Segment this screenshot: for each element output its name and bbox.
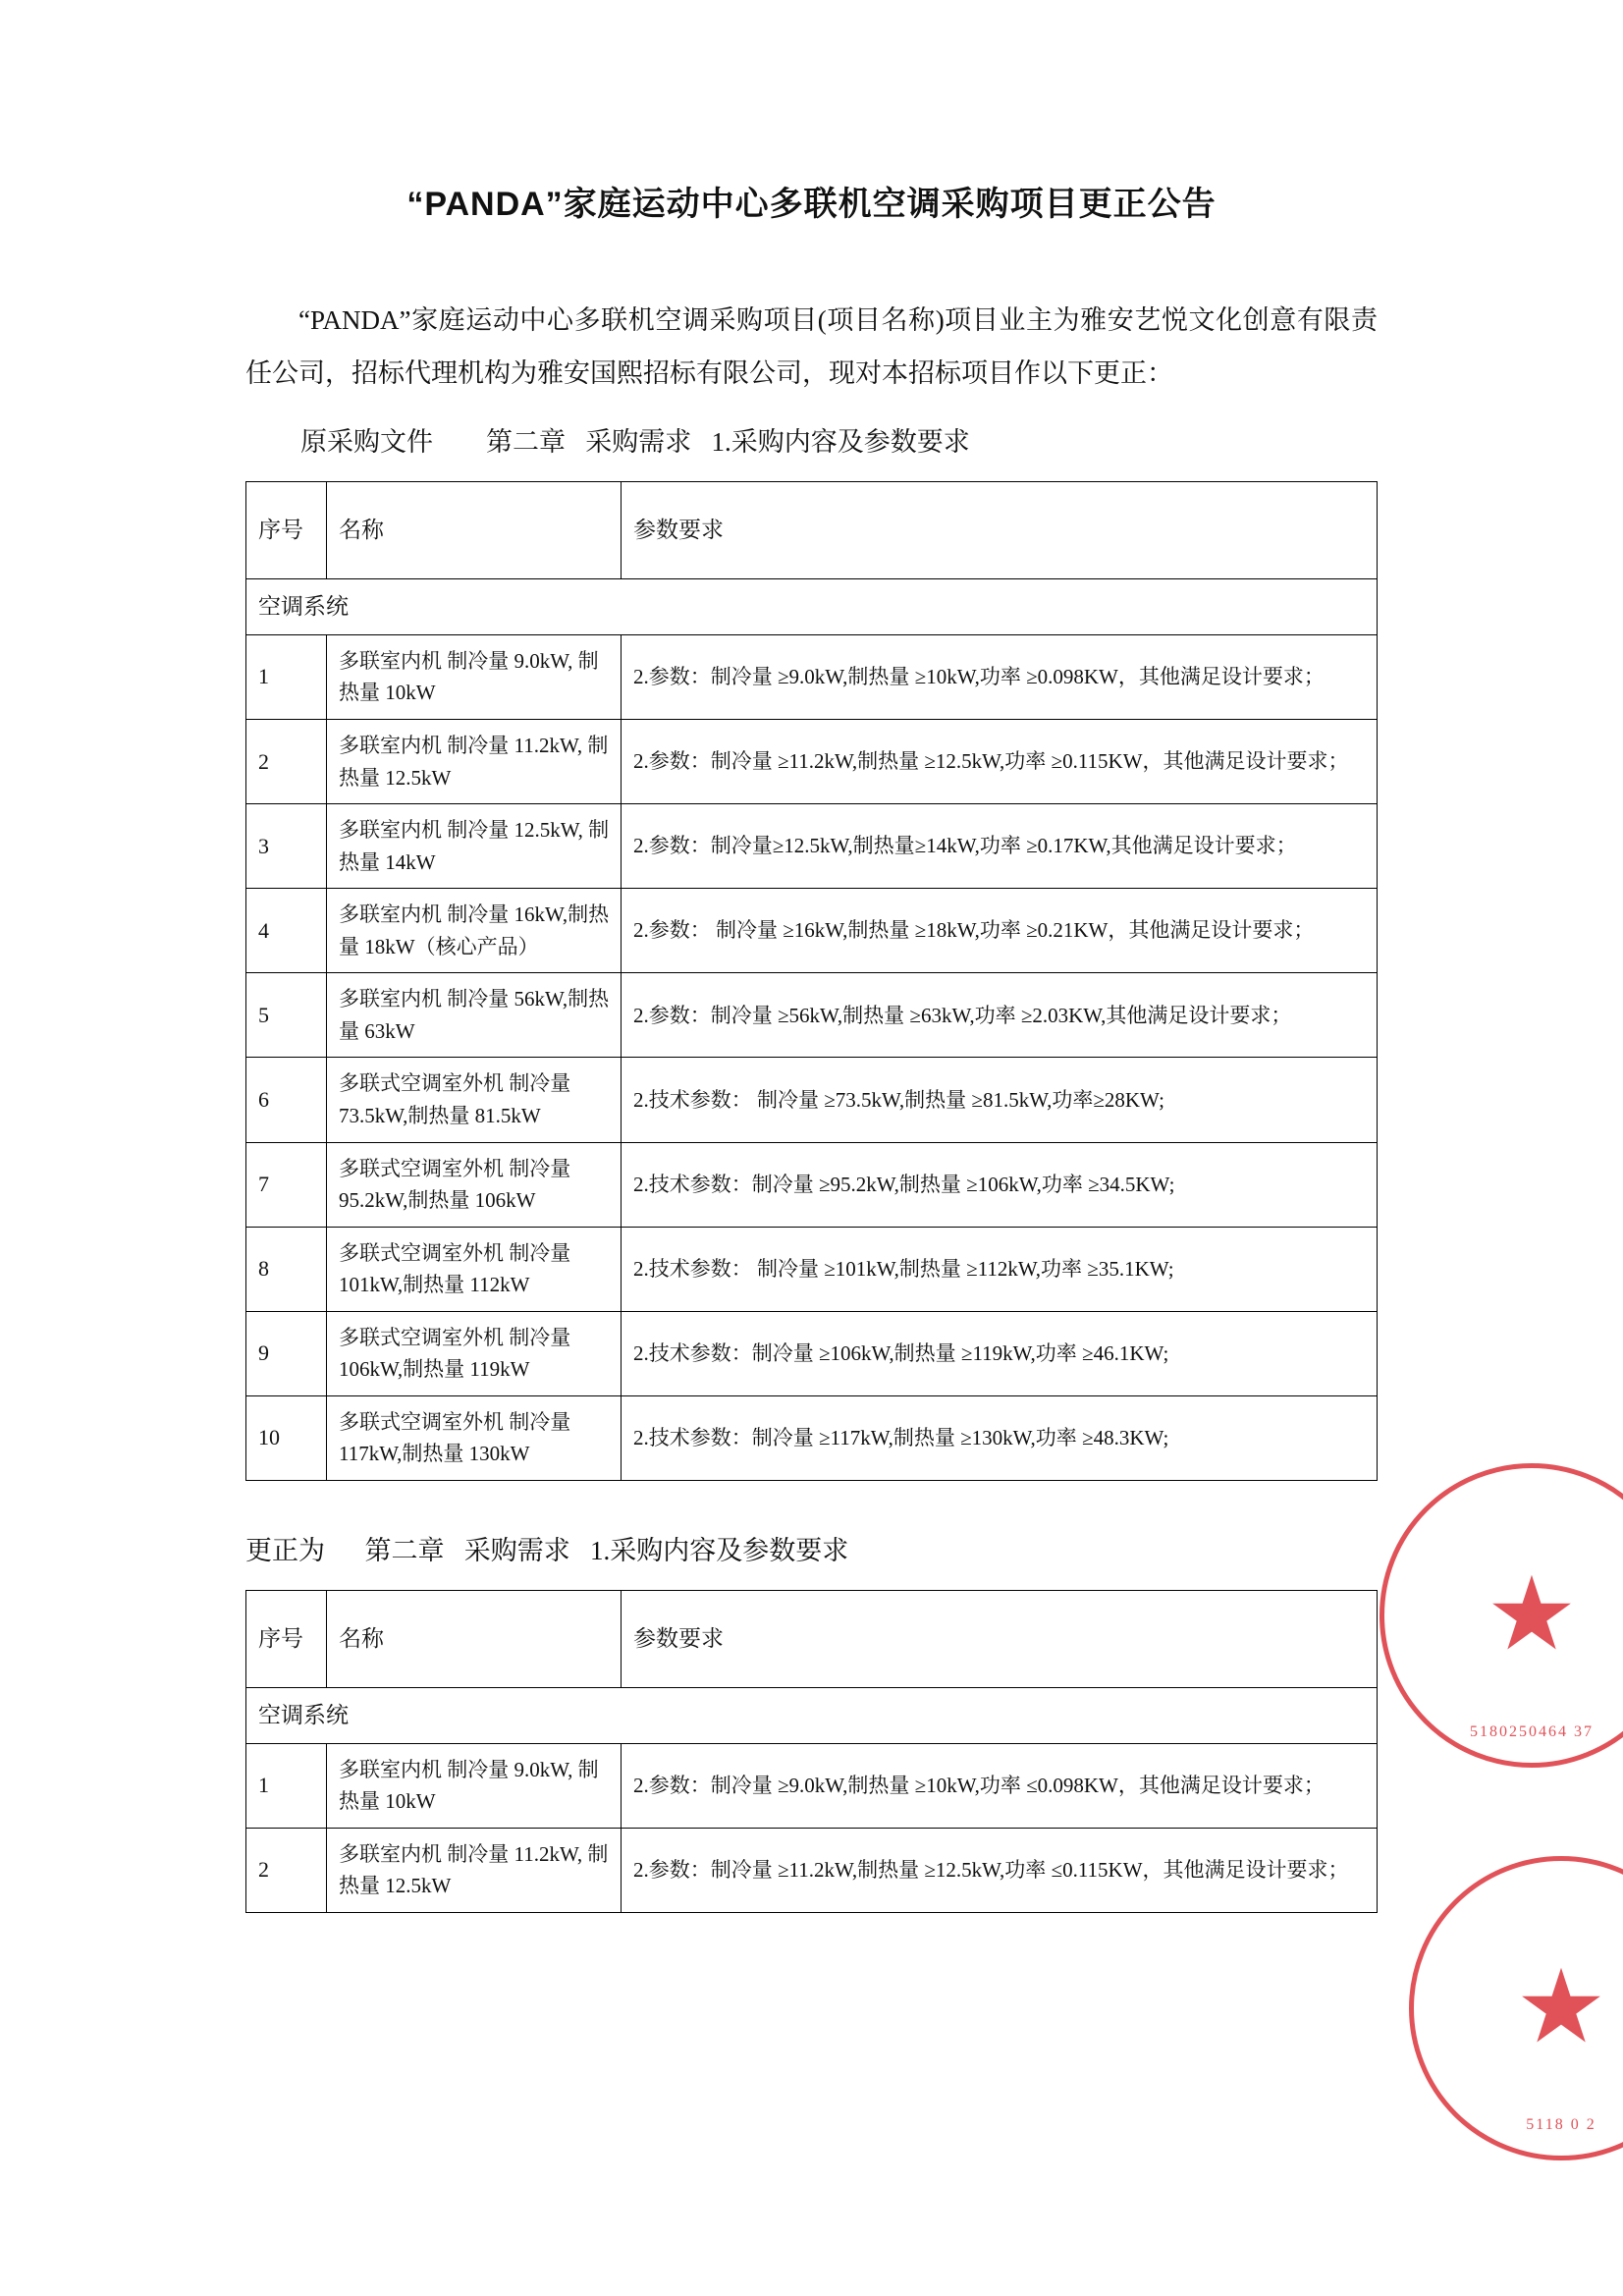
corrected-spec-table — [245, 1590, 1378, 1913]
header-index: 序号 — [246, 1591, 327, 1688]
cell-name: 多联室内机 制冷量 16kW,制热量 18kW（核心产品） — [327, 889, 622, 973]
table-row — [246, 634, 1378, 719]
cell-index: 7 — [246, 1142, 327, 1227]
cell-param: 2.参数：制冷量 ≥56kW,制热量 ≥63kW,功率 ≥2.03KW,其他满足设计要求； — [622, 973, 1378, 1058]
table-row — [246, 1227, 1378, 1311]
cell-param: 2.技术参数：制冷量 ≥106kW,制热量 ≥119kW,功率 ≥46.1KW; — [622, 1311, 1378, 1395]
intro-paragraph: “PANDA”家庭运动中心多联机空调采购项目(项目名称)项目业主为雅安艺悦文化创意有限责任公司，招标代理机构为雅安国熙招标有限公司，现对本招标项目作以下更正： — [245, 305, 1378, 388]
table-row — [246, 1395, 1378, 1480]
cell-param: 2.参数：制冷量 ≥11.2kW,制热量 ≥12.5kW,功率 ≥0.115KW，其他满足设计要求； — [622, 720, 1378, 804]
cell-name: 多联室内机 制冷量 12.5kW, 制热量 14kW — [327, 804, 622, 889]
cell-name: 多联室内机 制冷量 56kW,制热量 63kW — [327, 973, 622, 1058]
cell-index: 10 — [246, 1395, 327, 1480]
cell-param: 2.技术参数：制冷量 ≥95.2kW,制热量 ≥106kW,功率 ≥34.5KW; — [622, 1142, 1378, 1227]
cell-name: 多联式空调室外机 制冷量 106kW,制热量 119kW — [327, 1311, 622, 1395]
cell-index: 8 — [246, 1227, 327, 1311]
original-spec-table — [245, 481, 1378, 1481]
table-group-row — [246, 1688, 1378, 1744]
header-name: 名称 — [327, 1591, 622, 1688]
cell-name: 多联式空调室外机 制冷量 101kW,制热量 112kW — [327, 1227, 622, 1311]
header-param: 参数要求 — [622, 482, 1378, 579]
cell-index: 2 — [246, 720, 327, 804]
table-row — [246, 720, 1378, 804]
cell-index: 2 — [246, 1828, 327, 1912]
star-icon: ★ — [1515, 1951, 1607, 2064]
cell-name: 多联式空调室外机 制冷量 73.5kW,制热量 81.5kW — [327, 1058, 622, 1142]
cell-param: 2.参数： 制冷量 ≥16kW,制热量 ≥18kW,功率 ≥0.21KW，其他满足设计要求； — [622, 889, 1378, 973]
table-row — [246, 1743, 1378, 1828]
cell-param: 2.参数：制冷量 ≥9.0kW,制热量 ≥10kW,功率 ≥0.098KW，其他满足设计要求； — [622, 634, 1378, 719]
cell-index: 9 — [246, 1311, 327, 1395]
agency-seal-guoxi — [1409, 1856, 1623, 2160]
cell-param: 2.技术参数： 制冷量 ≥101kW,制热量 ≥112kW,功率 ≥35.1KW; — [622, 1227, 1378, 1311]
table-row — [246, 1311, 1378, 1395]
cell-param: 2.参数：制冷量≥12.5kW,制热量≥14kW,功率 ≥0.17KW,其他满足设计要求； — [622, 804, 1378, 889]
page-title: “PANDA”家庭运动中心多联机空调采购项目更正公告 — [406, 186, 1217, 223]
cell-index: 1 — [246, 1743, 327, 1828]
cell-name: 多联室内机 制冷量 9.0kW, 制热量 10kW — [327, 1743, 622, 1828]
table-row — [246, 889, 1378, 973]
cell-param: 2.技术参数： 制冷量 ≥73.5kW,制热量 ≥81.5kW,功率≥28KW; — [622, 1058, 1378, 1142]
table-header-row — [246, 1591, 1378, 1688]
cell-index: 5 — [246, 973, 327, 1058]
cell-index: 3 — [246, 804, 327, 889]
header-name: 名称 — [327, 482, 622, 579]
table-header-row — [246, 482, 1378, 579]
table-row — [246, 1058, 1378, 1142]
table-row — [246, 804, 1378, 889]
cell-param: 2.参数：制冷量 ≥9.0kW,制热量 ≥10kW,功率 ≤0.098KW，其他满足设计要求； — [622, 1743, 1378, 1828]
cell-param: 2.技术参数：制冷量 ≥117kW,制热量 ≥130kW,功率 ≥48.3KW; — [622, 1395, 1378, 1480]
cell-name: 多联室内机 制冷量 11.2kW, 制热量 12.5kW — [327, 720, 622, 804]
table-row — [246, 1828, 1378, 1912]
cell-index: 1 — [246, 634, 327, 719]
cell-name: 多联室内机 制冷量 11.2kW, 制热量 12.5kW — [327, 1828, 622, 1912]
cell-param: 2.参数：制冷量 ≥11.2kW,制热量 ≥12.5kW,功率 ≤0.115KW，其他满足设计要求； — [622, 1828, 1378, 1912]
cell-name: 多联室内机 制冷量 9.0kW, 制热量 10kW — [327, 634, 622, 719]
group-label: 空调系统 — [246, 1688, 1378, 1744]
cell-index: 4 — [246, 889, 327, 973]
original-section-heading: 原采购文件 第二章 采购需求 1.采购内容及参数要求 — [300, 427, 970, 457]
seal-code-text: 5118 0 2 — [1526, 2116, 1596, 2133]
seal-code-text: 5180250464 37 — [1470, 1723, 1594, 1740]
group-label: 空调系统 — [246, 579, 1378, 635]
table-row — [246, 973, 1378, 1058]
header-index: 序号 — [246, 482, 327, 579]
star-icon: ★ — [1486, 1558, 1578, 1671]
table-group-row — [246, 579, 1378, 635]
table-row — [246, 1142, 1378, 1227]
cell-name: 多联式空调室外机 制冷量 95.2kW,制热量 106kW — [327, 1142, 622, 1227]
cell-index: 6 — [246, 1058, 327, 1142]
header-param: 参数要求 — [622, 1591, 1378, 1688]
cell-name: 多联式空调室外机 制冷量 117kW,制热量 130kW — [327, 1395, 622, 1480]
corrected-section-heading: 更正为 第二章 采购需求 1.采购内容及参数要求 — [245, 1535, 849, 1565]
company-seal-art-culture — [1380, 1463, 1623, 1768]
